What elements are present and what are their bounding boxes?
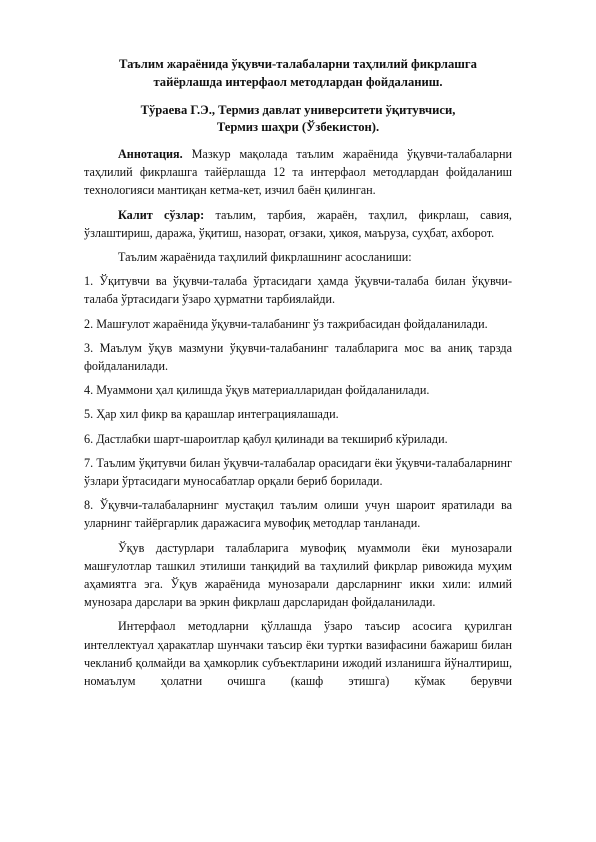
intro-paragraph: Таълим жараёнида таҳлилий фикрлашнинг асосланиши:: [118, 250, 412, 265]
body-paragraph-1: Ўқув дастурлари талабларига мувофиқ муаммоли ёки мунозарали машғулотлар ташкил этилиши танқидий ва таҳлилий фикрлар ривожида муҳим аҳамиятга эга. Ўқув жараёнида мунозарали дарсларнинг икки хили: илмий мунозара дарслари ва эркин фикрлаш дарсларидан фойдаланилади.: [84, 540, 512, 610]
body-paragraph-2: Интерфаол методларни қўллашда ўзаро таъсир асосига қурилган интеллектуал ҳаракатлар шунчаки таъсир ёки туртки вазифасини бажариш билан чекланиб қолмайди ва ҳамкорлик субъектларини ижодий изланишга йўналтириш, номаълум ҳолатни очишга (кашф этишга) кўмак берувчи: [84, 619, 512, 689]
keywords-text: таълим, тарбия, жараён, таҳлил, фикрлаш, савия, ўзлаштириш, даража, ўқитиш, назорат, оғзаки, ҳикоя, маъруза, суҳбат, ахборот.: [84, 207, 512, 240]
article-title: [84, 55, 512, 91]
list-item: 4. Муаммони ҳал қилишда ўқув материалларидан фойдаланилади.: [84, 383, 430, 398]
list-item: 2. Машғулот жараёнида ўқувчи-талабанинг ўз тажрибасидан фойдаланилади.: [84, 316, 488, 331]
annotation-label: Аннотация.: [118, 147, 183, 161]
list-item: 1. Ўқитувчи ва ўқувчи-талаба ўртасидаги ҳамда ўқувчи-талаба билан ўқувчи-талаба ўртасидаги ўзаро ҳурматни тарбиялайди.: [84, 274, 512, 307]
annotation-text: Мазкур мақолада таълим жараёнида ўқувчи-талабаларни таҳлилий фикрлашга тайёрлашда 12 та интерфаол методлардан фойдаланиш технологияси мантиқан кетма-кет, изчил баён қилинган.: [84, 147, 512, 198]
author-info: [84, 102, 512, 136]
list-item: 8. Ўқувчи-талабаларнинг мустақил таълим олиши учун шароит яратилади ва уларнинг тайёргарлик даражасига мувофиқ методлар танланади.: [84, 498, 512, 531]
title-line-2: тайёрлашда интерфаол методлардан фойдаланиш.: [153, 75, 443, 89]
list-item: 6. Дастлабки шарт-шароитлар қабул қилинади ва текшириб кўрилади.: [84, 431, 448, 446]
author-line-2: Термиз шаҳри (Ўзбекистон).: [216, 120, 380, 134]
article-page: [84, 55, 512, 690]
author-line-1: Тўраева Г.Э., Термиз давлат университети ўқитувчиси,: [140, 103, 456, 117]
list-item: 3. Маълум ўқув мазмуни ўқувчи-талабанинг талабларига мос ва аниқ тарзда фойдаланилади.: [84, 340, 512, 374]
keywords-label: Калит сўзлар:: [118, 207, 205, 222]
title-line-1: Таълим жараёнида ўқувчи-талабаларни таҳлилий фикрлашга: [119, 57, 477, 71]
keywords-paragraph: [84, 206, 512, 242]
annotation-paragraph: [84, 145, 512, 200]
list-item: 5. Ҳар хил фикр ва қарашлар интеграциялашади.: [84, 407, 339, 422]
list-item: 7. Таълим ўқитувчи билан ўқувчи-талабалар орасидаги ёки ўқувчи-талабаларнинг ўзлари ўртасидаги муносабатлар орқали бериб борилади.: [84, 455, 512, 489]
